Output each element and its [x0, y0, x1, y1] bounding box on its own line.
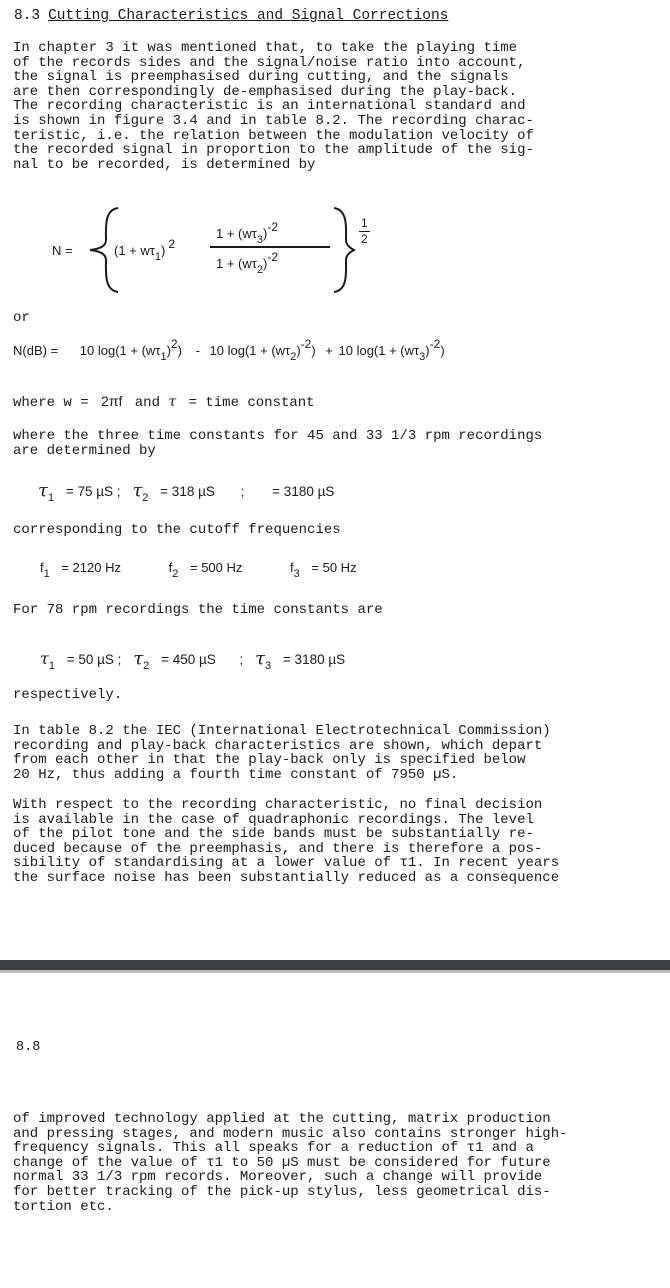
where-w-line: where w = 2πf and τ = time constant [13, 393, 315, 411]
text-line: change of the value of τ1 to 50 µS must be considered for future [13, 1154, 551, 1171]
respect-paragraph [13, 798, 643, 886]
respectively-line: respectively. [13, 687, 123, 703]
section-number: 8.3 [14, 8, 41, 24]
text-line: 20 Hz, thus adding a fourth time constant of 7950 µS. [13, 766, 459, 783]
or-label: or [13, 310, 30, 326]
outer-exponent-denominator: 2 [361, 232, 368, 246]
page-divider [0, 960, 670, 970]
text-line: The recording characteristic is an international standard and [13, 98, 526, 115]
text-line: With respect to the recording characteristic, no final decision [13, 797, 543, 813]
text-line: sibility of standardising at a lower value of τ1. In recent years [13, 855, 560, 872]
iec-paragraph [13, 724, 643, 782]
text-line: of the pilot tone and the side bands must be substantially re- [13, 826, 534, 843]
text-line: of the records sides and the signal/noise ratio into account, [13, 54, 526, 71]
text-line: duced because of the preemphasis, and there is therefore a pos- [13, 840, 543, 857]
text-line: the surface noise has been substantially reduced as a consequence [13, 869, 560, 886]
eq1-factor: $(1 + w\tau_1)$ 2 [114, 237, 176, 263]
text-line: recording and play-back characteristics are shown, which depart [13, 737, 543, 754]
page-divider-shadow [0, 970, 670, 973]
text-line: are determined by [13, 442, 156, 459]
section-heading [14, 8, 448, 24]
cutoff-frequencies: $f_1 = 2120$ Hz $f_2 = 500$ Hz $f_3 = 50$ Hz [40, 560, 357, 580]
text-line: where the three time constants for 45 and 33 1/3 rpm recordings [13, 428, 543, 444]
fraction-bar [210, 246, 330, 248]
text-line: the signal is preemphasised during cutting, and the signals [13, 69, 509, 86]
text-line: is available in the case of quadraphonic recordings. The level [13, 811, 534, 828]
text-line: the recorded signal in proportion to the amplitude of the sig- [13, 142, 534, 159]
text-line: of improved technology applied at the cutting, matrix production [13, 1111, 551, 1127]
equation-ndb: N(dB) = 10 $\log(1 + (w\tau_1)2) - 10$ $\log(1 + (w\tau_2)-2) + 10$ $\log(1 + (w\tau_3)-2)$ [13, 337, 445, 363]
page-number: 8.8 [16, 1040, 41, 1055]
text-line: is shown in figure 3.4 and in table 8.2. The recording charac- [13, 112, 534, 129]
text-line: normal 33 1/3 rpm records. Moreover, such a change will provide [13, 1169, 543, 1186]
text-line: In chapter 3 it was mentioned that, to take the playing time [13, 40, 518, 56]
time-constants-45: $\tau_1 = 75$ µS ; $\tau_2 = 318$ µS ; = 3180 µS [38, 480, 335, 504]
continuation-paragraph [13, 1112, 643, 1214]
eq1-denominator: $1 + (w\tau_2)-2$ [216, 250, 279, 276]
text-line: frequency signals. This all speaks for a reduction of τ1 and a [13, 1140, 534, 1157]
text-line: nal to be recorded, is determined by [13, 156, 316, 173]
for78-line: For 78 rpm recordings the time constants are [13, 602, 383, 618]
text-line: are then correspondingly de-emphasised during the play-back. [13, 83, 518, 100]
section-title: Cutting Characteristics and Signal Corrections [48, 8, 449, 24]
corresponding-line: corresponding to the cutoff frequencies [13, 522, 341, 538]
intro-paragraph [13, 41, 643, 172]
text-line: and pressing stages, and modern music also contains stronger high- [13, 1125, 568, 1142]
where-three-paragraph [13, 429, 643, 458]
right-brace-icon [330, 206, 356, 294]
text-line: tortion etc. [13, 1198, 114, 1215]
text-line: In table 8.2 the IEC (International Electrotechnical Commission) [13, 723, 551, 739]
eq1-lhs: N = [52, 243, 73, 258]
text-line: from each other in that the play-back only is specified below [13, 752, 526, 769]
time-constants-78: $\tau_1 = 50$ µS ; $\tau_2 = 450$ µS ; $\tau_3 = 3180$ µS [40, 648, 346, 672]
text-line: for better tracking of the pick-up stylus, less geometrical dis- [13, 1183, 551, 1200]
eq1-numerator: $1 + (w\tau_3)-2$ [216, 220, 279, 246]
text-line: teristic, i.e. the relation between the modulation velocity of [13, 127, 534, 144]
outer-exponent-numerator: 1 [361, 216, 368, 230]
